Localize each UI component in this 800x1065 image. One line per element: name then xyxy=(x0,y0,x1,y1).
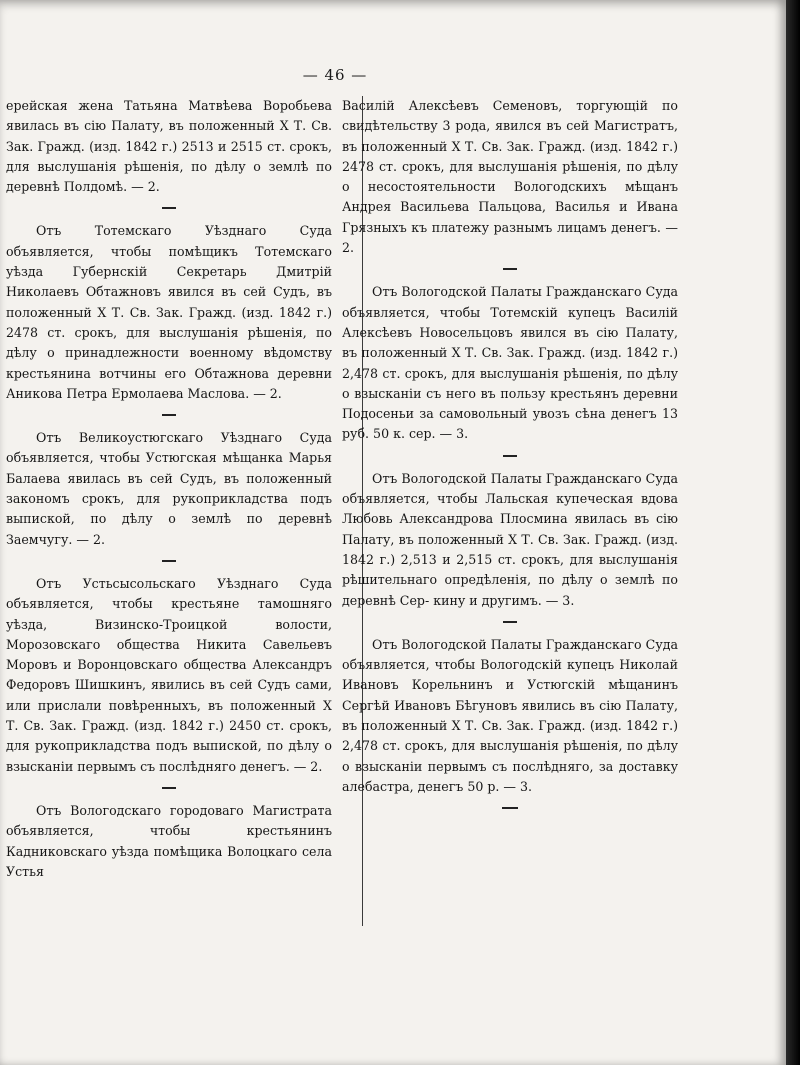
notice-paragraph: Отъ Устьсысольскаго Уѣзднаго Суда объявляется, чтобы крестьяне тамошняго уѣзда, Визинско-Троицкой волости, Морозовскаго общества Никита Савельевъ Моровъ и Воронцовскаго общества Александръ Федоровъ Шишкинъ, явились въ сей Судъ сами, или прислали повѣренныхъ, въ положенный X Т. Св. Зак. Гражд. (изд. 1842 г.) 2450 ст. срокъ, для рукоприкладства подъ выпиской, по дѣлу о взысканіи первымъ съ послѣдняго денегъ. — 2. xyxy=(6,575,332,774)
notice-paragraph: Отъ Вологодскаго городоваго Магистрата объявляется, чтобы крестьянинъ Кадниковскаго уѣзда помѣщика Волоцкаго села Устья xyxy=(6,802,332,879)
notice-paragraph: Отъ Великоустюгскаго Уѣзднаго Суда объявляется, чтобы Устюгская мѣщанка Марья Балаева явилась въ сей Судъ, въ положенный закономъ срокъ, для рукоприкладства подъ выпиской, по дѣлу о землѣ по деревнѣ Заемчугу. — 2. xyxy=(6,430,332,547)
section-separator xyxy=(503,621,517,623)
notice-paragraph: Отъ Вологодской Палаты Гражданскаго Суда объявляется, чтобы Тотемскій купецъ Василій Алексѣевъ Новосельцовъ явился въ сію Палату, въ положенный X Т. Св. Зак. Гражд. (изд. 1842 г.) 2,478 ст. срокъ, для выслушанія рѣшенія, по дѣлу о взысканіи съ него въ пользу крестьянъ деревни Подосеньи за самовольный увозъ сѣна денегъ 13 руб. 50 к. сер. — 3. xyxy=(342,284,678,442)
section-separator xyxy=(162,207,176,209)
section-separator xyxy=(162,414,176,416)
scan-dark-edge xyxy=(786,0,800,1065)
section-separator xyxy=(162,560,176,562)
section-separator xyxy=(503,268,517,270)
left-column xyxy=(6,96,332,882)
section-separator xyxy=(503,455,517,457)
notice-paragraph: Отъ Вологодской Палаты Гражданскаго Суда объявляется, чтобы Вологодскій купецъ Николай Ивановъ Корельнинъ и Устюгскій мѣщанинъ Сергѣй Ивановъ Бѣгуновъ явились въ сію Палату, въ положенный X Т. Св. Зак. Гражд. (изд. 1842 г.) 2,478 ст. срокъ, для выслушанія рѣшенія, по дѣлу о взысканіи первымъ съ послѣдняго, за доставку алебастра, денегъ 50 р. — 3. xyxy=(342,636,678,794)
right-column xyxy=(342,96,678,821)
page-number: — 46 — xyxy=(302,66,368,84)
notice-paragraph: ерейская жена Татьяна Матвѣева Воробьева явилась въ сію Палату, въ положенный X Т. Св. Зак. Гражд. (изд. 1842 г.) 2513 и 2515 ст. срокъ, для выслушанія рѣшенія, по дѣлу о землѣ по деревнѣ Полдомѣ. — 2. xyxy=(6,98,332,195)
notice-paragraph: Отъ Тотемскаго Уѣзднаго Суда объявляется, чтобы помѣщикъ Тотемскаго уѣзда Губернскій Секретарь Дмитрій Николаевъ Обтажновъ явился въ сей Судъ, въ положенный X Т. Св. Зак. Гражд. (изд. 1842 г.) 2478 ст. срокъ, для выслушанія рѣшенія, по дѣлу о принадлежности военному вѣдомству крестьянина вотчины его Обтажнова деревни Аникова Петра Ермолаева Маслова. — 2. xyxy=(6,223,332,401)
notice-paragraph: Отъ Вологодской Палаты Гражданскаго Суда объявляется, чтобы Лальская купеческая вдова Любовь Александрова Плосмина явилась въ сію Палату, въ положенный X Т. Св. Зак. Гражд. (изд. 1842 г.) 2,513 и 2,515 ст. срокъ, для выслушанія рѣшительнаго опредѣленія, по дѣлу о землѣ по деревнѣ Сер- кину и другимъ. — 3. xyxy=(342,470,678,608)
notice-paragraph: Василій Алексѣевъ Семеновъ, торгующій по свидѣтельству 3 рода, явился въ сей Магистратъ, въ положенный X Т. Св. Зак. Гражд. (изд. 1842 г.) 2478 ст. срокъ, для выслушанія рѣшенія, по дѣлу о несостоятельности Вологодскихъ мѣщанъ Андрея Васильева Пальцова, Василья и Ивана Грязныхъ къ платежу разнымъ лицамъ денегъ. — 2. xyxy=(342,98,678,256)
section-separator xyxy=(162,787,176,789)
section-separator xyxy=(502,807,518,809)
